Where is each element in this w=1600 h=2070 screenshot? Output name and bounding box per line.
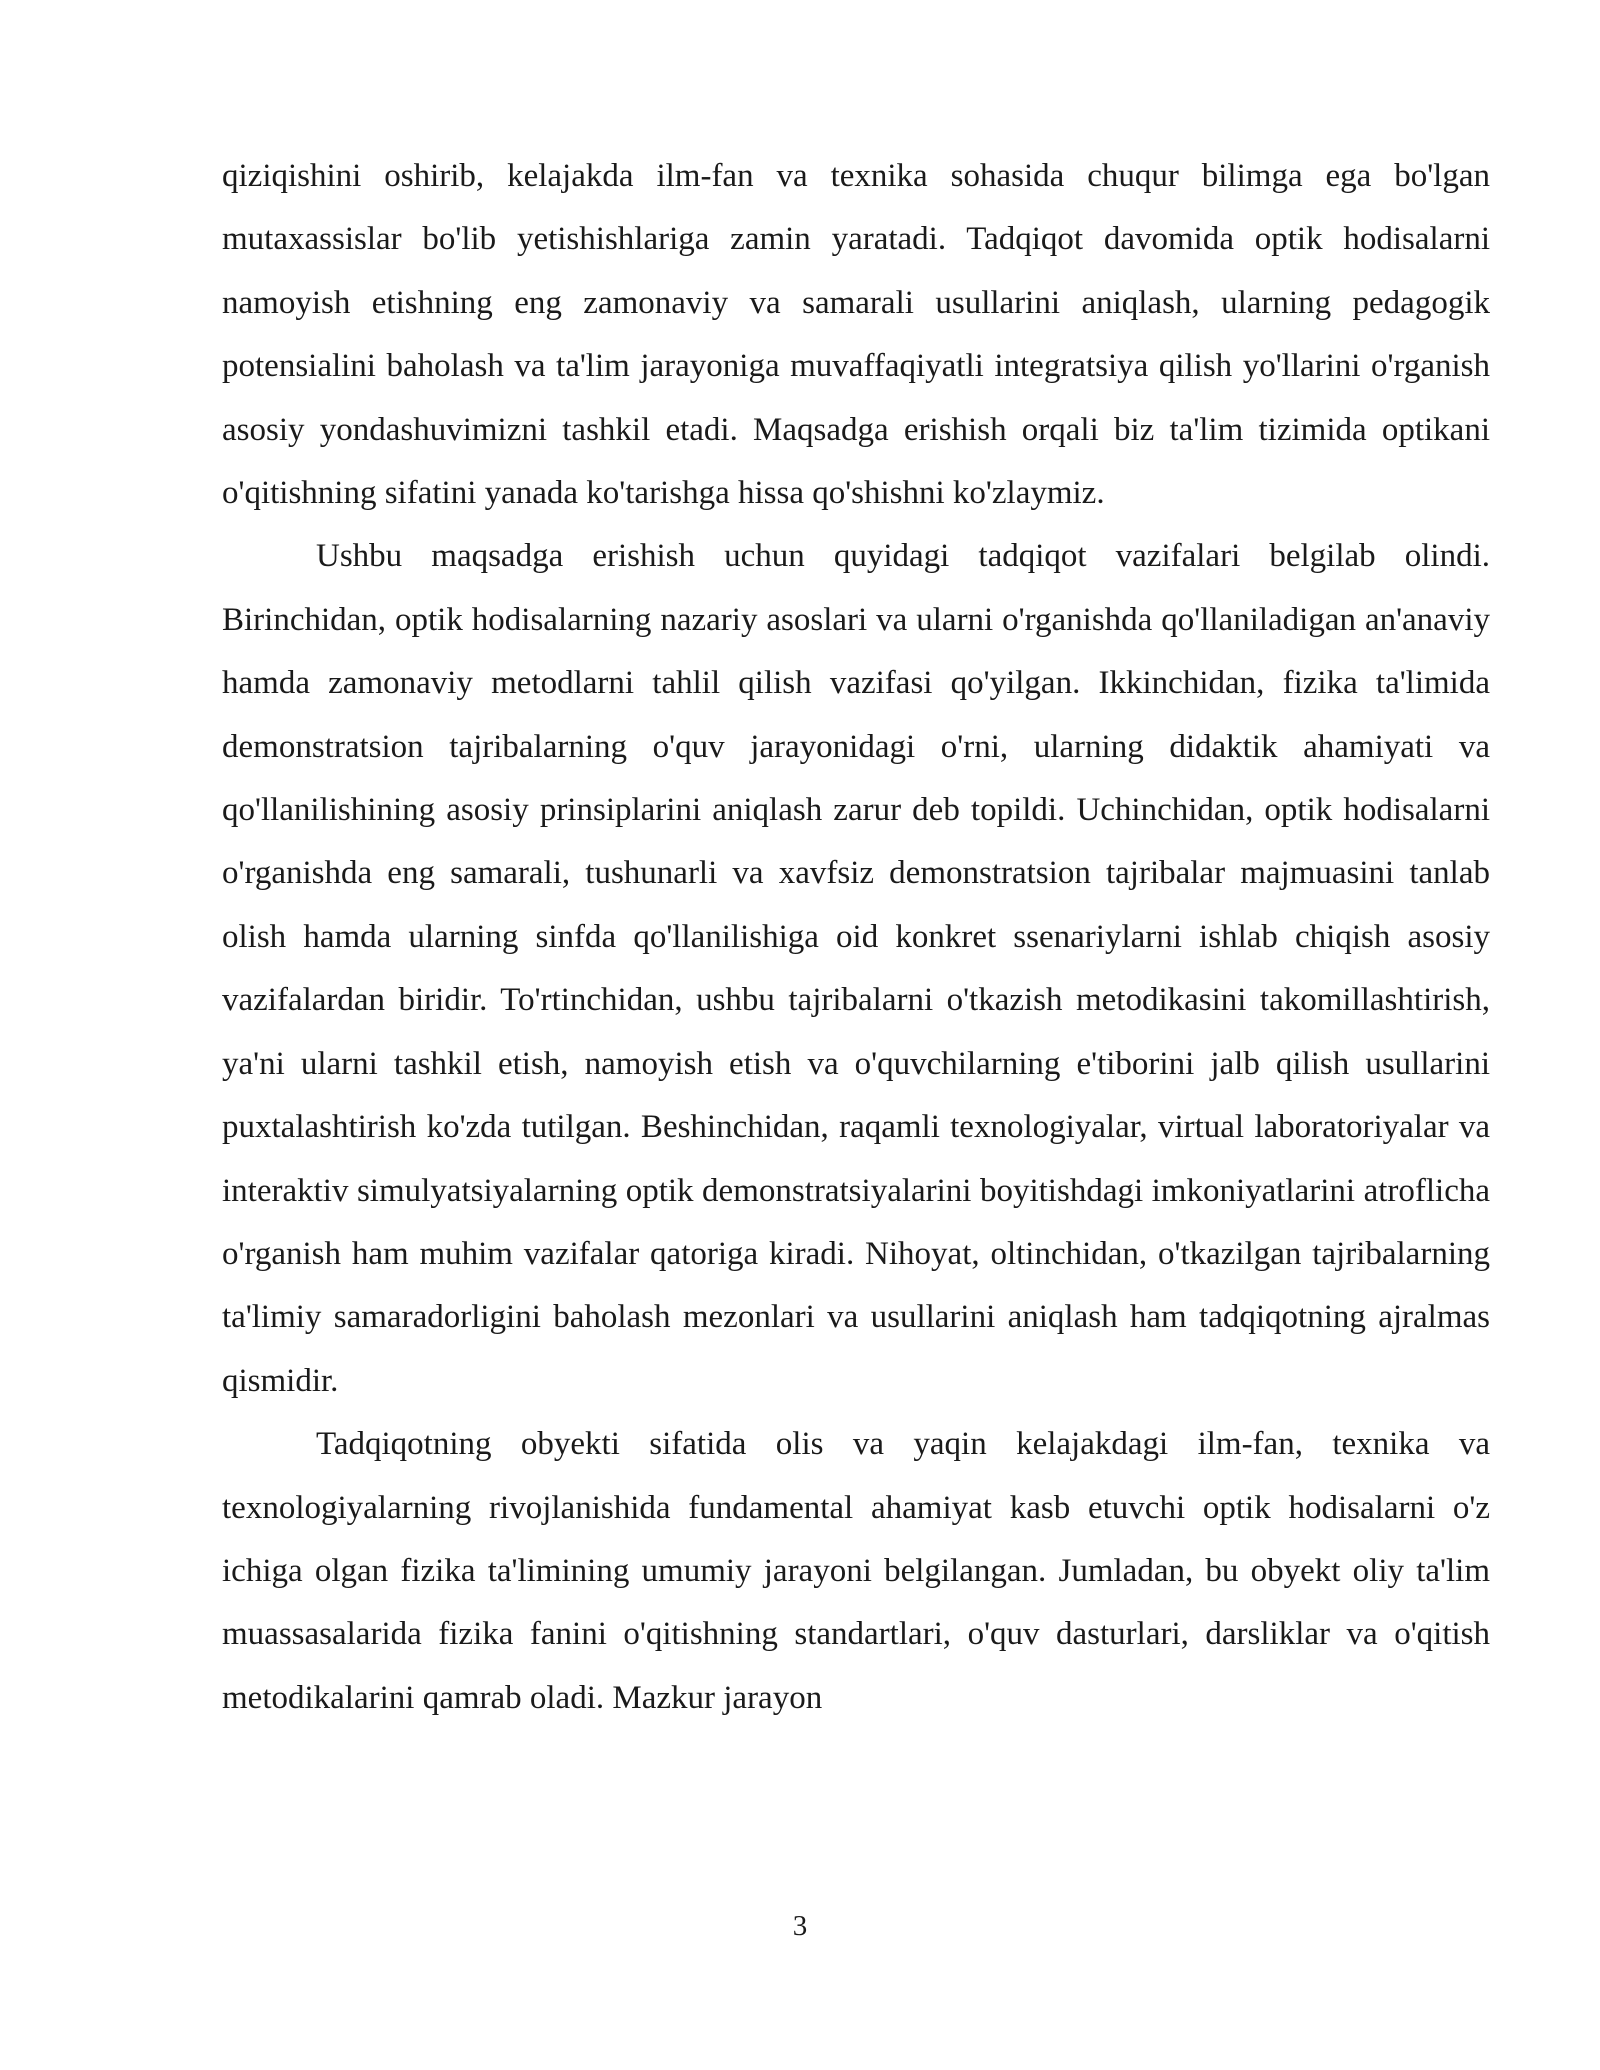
page-number: 3 xyxy=(792,1910,808,1942)
body-text xyxy=(222,145,1490,1730)
paragraph-research-tasks: Ushbu maqsadga erishish uchun quyidagi tadqiqot vazifalari belgilab olindi. Birinchidan, optik hodisalarning nazariy asoslari va ularni o'rganishda qo'llaniladigan an'anaviy hamda zamonaviy metodlarni tahlil qilish vazifasi qo'yilgan. Ikkinchidan, fizika ta'limida demonstratsion tajribalarning o'quv jarayonidagi o'rni, ularning didaktik ahamiyati va qo'llanilishining asosiy prinsiplarini aniqlash zarur deb topildi. Uchinchidan, optik hodisalarni o'rganishda eng samarali, tushunarli va xavfsiz demonstratsion tajribalar majmuasini tanlab olish hamda ularning sinfda qo'llanilishiga oid konkret ssenariylarni ishlab chiqish asosiy vazifalardan biridir. To'rtinchidan, ushbu tajribalarni o'tkazish metodikasini takomillashtirish, ya'ni ularni tashkil etish, namoyish etish va o'quvchilarning e'tiborini jalb qilish usullarini puxtalashtirish ko'zda tutilgan. Beshinchidan, raqamli texnologiyalar, virtual laboratoriyalar va interaktiv simulyatsiyalarning optik demonstratsiyalarini boyitishdagi imkoniyatlarini atroflicha o'rganish ham muhim vazifalar qatoriga kiradi. Nihoyat, oltinchidan, o'tkazilgan tajribalarning ta'limiy samaradorligini baholash mezonlari va usullarini aniqlash ham tadqiqotning ajralmas qismidir. xyxy=(222,538,1490,1399)
paragraph-research-object: Tadqiqotning obyekti sifatida olis va yaqin kelajakdagi ilm-fan, texnika va texnologiyalarning rivojlanishida fundamental ahamiyat kasb etuvchi optik hodisalarni o'z ichiga olgan fizika ta'limining umumiy jarayoni belgilangan. Jumladan, bu obyekt oliy ta'lim muassasalarida fizika fanini o'qitishning standartlari, o'quv dasturlari, darsliklar va o'qitish metodikalarini qamrab oladi. Mazkur jarayon xyxy=(222,1426,1490,1716)
paragraph-continuation: qiziqishini oshirib, kelajakda ilm-fan va texnika sohasida chuqur bilimga ega bo'lgan mutaxassislar bo'lib yetishishlariga zamin yaratadi. Tadqiqot davomida optik hodisalarni namoyish etishning eng zamonaviy va samarali usullarini aniqlash, ularning pedagogik potensialini baholash va ta'lim jarayoniga muvaffaqiyatli integratsiya qilish yo'llarini o'rganish asosiy yondashuvimizni tashkil etadi. Maqsadga erishish orqali biz ta'lim tizimida optikani o'qitishning sifatini yanada ko'tarishga hissa qo'shishni ko'zlaymiz. xyxy=(222,158,1490,512)
